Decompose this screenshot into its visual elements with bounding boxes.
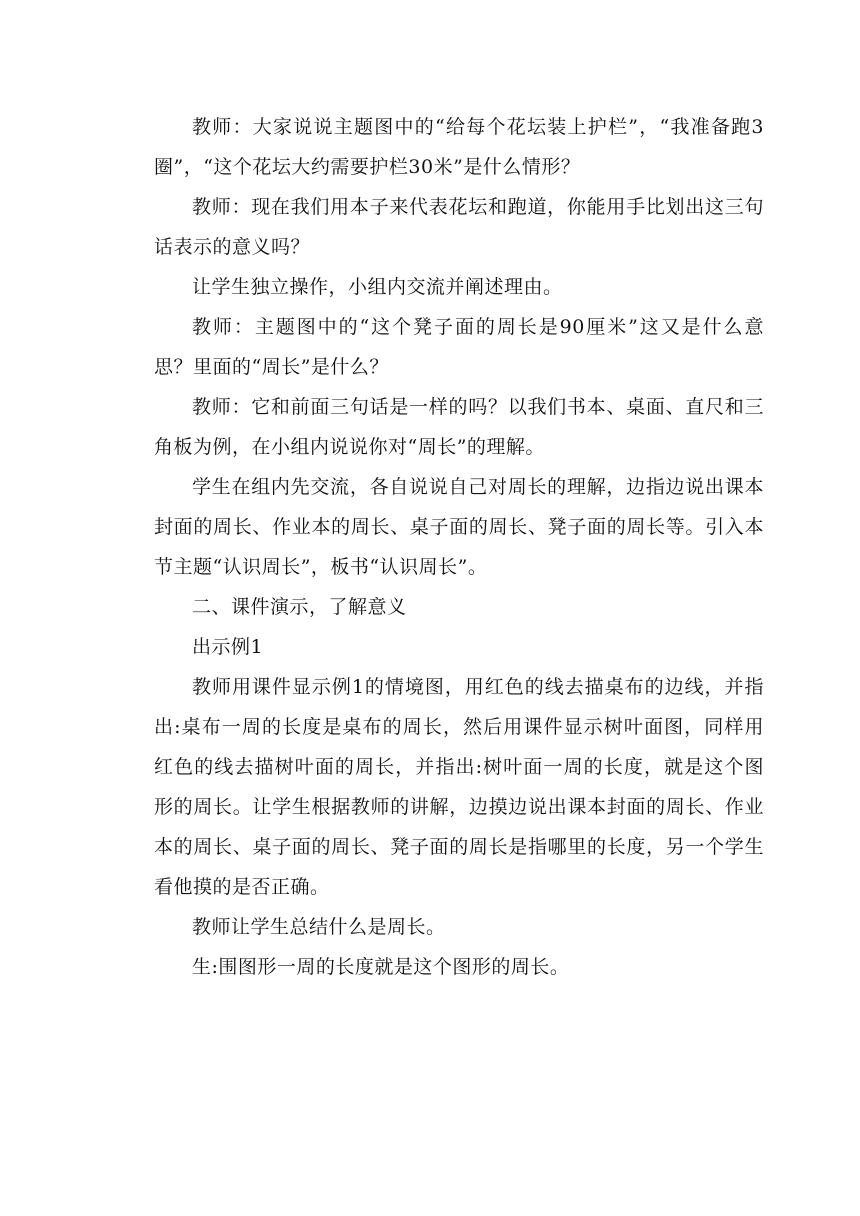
example-label: 出示例1 xyxy=(192,636,264,658)
document-body xyxy=(154,107,764,987)
paragraph-9: 教师用课件显示例1的情境图，用红色的线去描桌布的边线，并指出:桌布一周的长度是桌布的周长，然后用课件显示树叶面图，同样用红色的线去描树叶面的周长，并指出:树叶面一周的长度，就是这个图形的周长。让学生根据教师的讲解，边摸边说出课本封面的周长、作业本的周长、桌子面的周长、凳子面的周长是指哪里的长度，另一个学生看他摸的是否正确。 xyxy=(154,676,764,898)
paragraph-3: 让学生独立操作，小组内交流并阐述理由。 xyxy=(192,276,563,298)
section-heading: 二、课件演示，了解意义 xyxy=(192,596,407,618)
paragraph-1: 教师：大家说说主题图中的“给每个花坛装上护栏”，“我准备跑3圈”，“这个花坛大约需要护栏30米”是什么情形？ xyxy=(154,116,764,178)
paragraph-2: 教师：现在我们用本子来代表花坛和跑道，你能用手比划出这三句话表示的意义吗？ xyxy=(154,196,764,258)
paragraph-11: 生:围图形一周的长度就是这个图形的周长。 xyxy=(192,956,570,978)
paragraph-10: 教师让学生总结什么是周长。 xyxy=(192,916,446,938)
paragraph-5: 教师：它和前面三句话是一样的吗？以我们书本、桌面、直尺和三角板为例，在小组内说说你对“周长”的理解。 xyxy=(154,396,764,458)
paragraph-6: 学生在组内先交流，各自说说自己对周长的理解，边指边说出课本封面的周长、作业本的周长、桌子面的周长、凳子面的周长等。引入本节主题“认识周长”，板书“认识周长”。 xyxy=(154,476,764,578)
paragraph-4: 教师：主题图中的“这个凳子面的周长是90厘米”这又是什么意思？里面的“周长”是什么？ xyxy=(154,316,764,378)
